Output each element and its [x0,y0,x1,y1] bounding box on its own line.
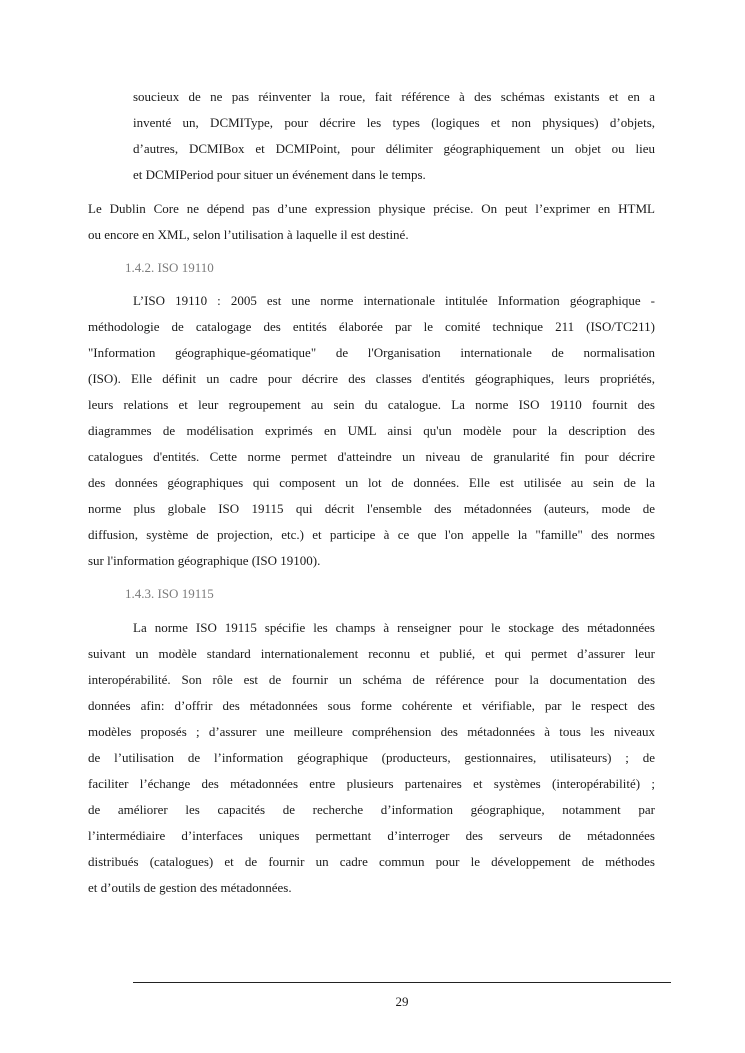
text-line: Le Dublin Core ne dépend pas d’une expression physique précise. On peut l’exprimer en HTML [88,201,655,216]
text-line: modèles proposés ; d’assurer une meilleure compréhension des métadonnées à tous les niveaux [88,724,655,739]
text-line: données afin: d’offrir des métadonnées sous forme cohérente et vérifiable, par le respect des [88,698,655,713]
text-line: soucieux de ne pas réinventer la roue, fait référence à des schémas existants et en a [133,89,655,104]
text-line: L’ISO 19110 : 2005 est une norme internationale intitulée Information géographique - [133,293,655,308]
text-line: l’intermédiaire d’interfaces uniques permettant d’interroger des serveurs de métadonnées [88,828,655,843]
text-line: et d’outils de gestion des métadonnées. [88,880,292,895]
text-line: sur l'information géographique (ISO 19100). [88,553,321,568]
page-number: 29 [395,994,409,1009]
text-line: distribués (catalogues) et de fournir un cadre commun pour le développement de méthodes [88,854,655,869]
footer-rule [133,982,671,983]
text-line: de l’utilisation de l’information géographique (producteurs, gestionnaires, utilisateurs) ; de [88,750,655,765]
text-line: faciliter l’échange des métadonnées entre plusieurs partenaires et systèmes (interopérabilité) ; [88,776,655,791]
text-line: leurs relations et leur regroupement au sein du catalogue. La norme ISO 19110 fournit des [88,397,655,412]
text-line: (ISO). Elle définit un cadre pour décrire des classes d'entités géographiques, leurs propriétés, [88,371,655,386]
text-line: norme plus globale ISO 19115 qui décrit l'ensemble des métadonnées (auteurs, mode de [88,501,655,516]
text-line: suivant un modèle standard internationalement reconnu et publié, et qui permet d’assurer leur [88,646,655,661]
text-line: interopérabilité. Son rôle est de fournir un schéma de référence pour la documentation des [88,672,655,687]
text-line: d’autres, DCMIBox et DCMIPoint, pour délimiter géographiquement un objet ou lieu [133,141,655,156]
section-heading-iso-19110: 1.4.2. ISO 19110 [125,260,214,275]
text-line: méthodologie de catalogage des entités élaborée par le comité technique 211 (ISO/TC211) [88,319,655,334]
text-line: "Information géographique-géomatique" de l'Organisation internationale de normalisation [88,345,655,360]
section-heading-iso-19115: 1.4.3. ISO 19115 [125,586,214,601]
text-line: des données géographiques qui composent un lot de données. Elle est utilisée au sein de la [88,475,655,490]
text-line: catalogues d'entités. Cette norme permet d'atteindre un niveau de granularité fin pour décrire [88,449,655,464]
text-line: diagrammes de modélisation exprimés en UML ainsi qu'un modèle pour la description des [88,423,655,438]
text-line: ou encore en XML, selon l’utilisation à laquelle il est destiné. [88,227,409,242]
text-line: La norme ISO 19115 spécifie les champs à renseigner pour le stockage des métadonnées [133,620,655,635]
text-line: de améliorer les capacités de recherche d’information géographique, notamment par [88,802,655,817]
text-line: et DCMIPeriod pour situer un événement dans le temps. [133,167,426,182]
text-line: diffusion, système de projection, etc.) et participe à ce que l'on appelle la "famille" des normes [88,527,655,542]
text-line: inventé un, DCMIType, pour décrire les types (logiques et non physiques) d’objets, [133,115,655,130]
